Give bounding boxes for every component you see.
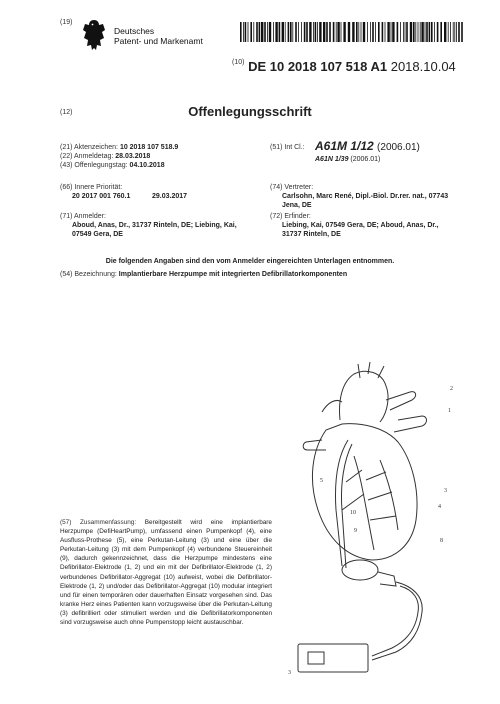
barcode-bar xyxy=(288,22,290,42)
barcode-bar xyxy=(336,22,337,42)
barcode-bar xyxy=(298,22,299,42)
figure-reference-label: 9 xyxy=(354,528,357,534)
barcode-bar xyxy=(309,22,311,42)
barcode-bar xyxy=(295,22,297,42)
abstract xyxy=(60,518,272,627)
barcode-bar xyxy=(387,22,389,42)
document-number-line xyxy=(232,59,456,74)
figure-reference-label: 8 xyxy=(440,538,443,544)
barcode-bar xyxy=(420,22,421,42)
barcode-bar xyxy=(248,22,249,42)
barcode-bar xyxy=(279,22,281,42)
field-72-line-1: Liebing, Kai, 07549 Gera, DE; Aboud, Anas, Dr., xyxy=(282,222,439,229)
field-66-number: 20 2017 001 760.1 xyxy=(72,193,131,200)
field-71-label: (71) Anmelder: xyxy=(60,213,106,220)
field-72-label: (72) Erfinder: xyxy=(270,213,311,220)
barcode-bar xyxy=(319,22,321,42)
barcode-bar xyxy=(434,22,435,42)
ipc-secondary: A61N 1/39 (2006.01) xyxy=(315,156,381,163)
barcode-bar xyxy=(397,22,399,42)
office-line-1: Deutsches xyxy=(114,26,155,36)
barcode-bar xyxy=(304,22,306,42)
figure-reference-label: 1 xyxy=(448,408,451,414)
field-74-line-2: Jena, DE xyxy=(282,202,312,209)
barcode-bar xyxy=(461,22,463,42)
barcode-bar xyxy=(418,22,419,42)
barcode-bar xyxy=(437,22,439,42)
barcode-bar xyxy=(440,22,442,42)
figure-reference-label: 3 xyxy=(288,670,291,676)
barcode-bar xyxy=(375,22,376,42)
barcode-bar xyxy=(431,22,433,42)
barcode-bar xyxy=(372,22,374,42)
abstract-label: (57) Zusammenfassung: xyxy=(60,519,137,526)
barcode-bar xyxy=(367,22,368,42)
field-54: (54) Bezeichnung: Implantierbare Herzpumpe mit integrierten Defibrillatorkomponenten xyxy=(60,271,348,278)
barcode-bar xyxy=(326,22,328,42)
document-date: 2018.10.04 xyxy=(390,59,456,74)
field-71-line-2: 07549 Gera, DE xyxy=(72,231,123,238)
barcode-bar xyxy=(378,22,380,42)
barcode-bar xyxy=(292,22,293,42)
barcode-bar xyxy=(363,22,365,42)
field-74-label: (74) Vertreter: xyxy=(270,184,314,191)
figure-reference-label: 10 xyxy=(350,510,356,516)
barcode-bar xyxy=(415,22,416,42)
field-72-line-2: 31737 Rinteln, DE xyxy=(282,231,341,238)
office-line-2: Patent- und Markenamt xyxy=(114,36,203,46)
barcode-bar xyxy=(348,22,350,42)
field-66-date: 29.03.2017 xyxy=(152,193,188,200)
code-10: (10) xyxy=(232,59,245,66)
barcode-bar xyxy=(454,22,455,42)
barcode-bar xyxy=(264,22,266,42)
barcode-bar xyxy=(421,22,423,42)
figure-reference-label: 5 xyxy=(320,478,323,484)
barcode-bar xyxy=(356,22,358,42)
figure-reference-label: 2 xyxy=(450,386,453,392)
barcode-bar xyxy=(337,22,339,42)
barcode-bar xyxy=(403,22,404,42)
field-43: (43) Offenlegungstag: 04.10.2018 xyxy=(60,162,165,169)
field-22: (22) Anmeldetag: 28.03.2018 xyxy=(60,153,151,160)
barcode-bar xyxy=(444,22,446,42)
code-12: (12) xyxy=(60,109,73,116)
barcode-bar xyxy=(282,22,284,42)
barcode-bar xyxy=(333,22,335,42)
barcode-bar xyxy=(290,22,292,42)
field-71-line-1: Aboud, Anas, Dr., 31737 Rinteln, DE; Liebing, Kai, xyxy=(72,222,237,229)
barcode-bar xyxy=(385,22,386,42)
barcode-bar xyxy=(285,22,286,42)
barcode-bar xyxy=(361,22,362,42)
barcode-bar xyxy=(413,22,415,42)
barcode-bar xyxy=(400,22,401,42)
barcode-bar xyxy=(313,22,314,42)
barcode-bar xyxy=(256,22,258,42)
ipc-main-code: A61M 1/12 xyxy=(315,139,374,153)
barcode-bar xyxy=(453,22,454,42)
figure-reference-label: 4 xyxy=(438,504,441,510)
barcode-bar xyxy=(273,22,274,42)
barcode-bar xyxy=(382,22,384,42)
barcode-bar xyxy=(392,22,394,42)
barcode-bar xyxy=(426,22,428,42)
document-type-title: Offenlegungsschrift xyxy=(188,104,312,119)
barcode-bar xyxy=(329,22,331,42)
barcode-bar xyxy=(250,22,252,42)
barcode-bar xyxy=(261,22,263,42)
barcode xyxy=(240,22,466,42)
barcode-bar xyxy=(448,22,449,42)
barcode-bar xyxy=(450,22,451,42)
barcode-bar xyxy=(352,22,354,42)
barcode-bar xyxy=(343,22,345,42)
field-21: (21) Aktenzeichen: 10 2018 107 518.9 xyxy=(60,144,179,151)
code-19: (19) xyxy=(60,19,73,26)
barcode-bar xyxy=(391,22,392,42)
barcode-bar xyxy=(243,22,244,42)
barcode-bar xyxy=(405,22,406,42)
field-66-label: (66) Innere Priorität: xyxy=(60,184,123,191)
barcode-bar xyxy=(259,22,261,42)
office-name xyxy=(114,26,203,46)
ipc-main-date: (2006.01) xyxy=(377,142,420,153)
barcode-bar xyxy=(458,22,460,42)
barcode-bar xyxy=(275,22,277,42)
applicant-notice: Die folgenden Angaben sind den vom Anmelder eingereichten Unterlagen entnommen. xyxy=(105,258,395,265)
barcode-bar xyxy=(245,22,247,42)
barcode-bar xyxy=(406,22,408,42)
barcode-bar xyxy=(240,22,242,42)
barcode-bar xyxy=(317,22,318,42)
barcode-bar xyxy=(267,22,268,42)
abstract-text: Bereitgestellt wird eine implantierbare Herzpumpe (DefiHeartPump), umfassend einen Pumpenkopf (4), eine Ausfluss-Prothese (5), eine Perkutan-Leitung (3) und eine über die Perkutan-Leitung (3) mit dem Pumpenkopf (4) verbundene Steuereinheit (9), dadurch gekennzeichnet, dass die Herzpumpe mindestens eine Defibrillator-Elektrode (1, 2) und ein mit der Defibrillator-Elektrode (1, 2) verbundenes Defibrillator-Aggregat (10) aufweist, wobei die Defibrillator-Elektrode (1, 2) und/oder das Defibrillator-Aggregat (10) modular integriert und für einen temporären oder dauerhaften Einsatz vorgesehen sind. Das kranke Herz eines Patienten kann vorzugsweise über die Perkutan-Leitung (3) defibrilliert oder stimuliert werden und die Defibrillatorkomponenten sind vorzugsweise auch ohne Pumpenstopp leicht austauschbar. xyxy=(60,519,272,627)
field-74-line-1: Carlsohn, Marc René, Dipl.-Biol. Dr.rer. nat., 07743 xyxy=(282,193,449,200)
barcode-bar xyxy=(269,22,271,42)
barcode-bar xyxy=(370,22,371,42)
barcode-bar xyxy=(425,22,426,42)
barcode-bar xyxy=(410,22,412,42)
federal-eagle-icon xyxy=(80,18,108,52)
barcode-bar xyxy=(253,22,254,42)
barcode-bar xyxy=(358,22,359,42)
field-51-label: (51) Int Cl.: xyxy=(270,144,305,151)
barcode-bar xyxy=(341,22,342,42)
barcode-bar xyxy=(456,22,457,42)
barcode-bar xyxy=(429,22,431,42)
figure-reference-label: 3 xyxy=(444,488,447,494)
barcode-bar xyxy=(323,22,325,42)
heart-pump-drawing xyxy=(262,360,462,690)
document-number: DE 10 2018 107 518 A1 xyxy=(248,59,388,74)
barcode-bar xyxy=(301,22,302,42)
barcode-bar xyxy=(306,22,308,42)
ipc-main xyxy=(315,139,420,153)
barcode-bar xyxy=(315,22,317,42)
